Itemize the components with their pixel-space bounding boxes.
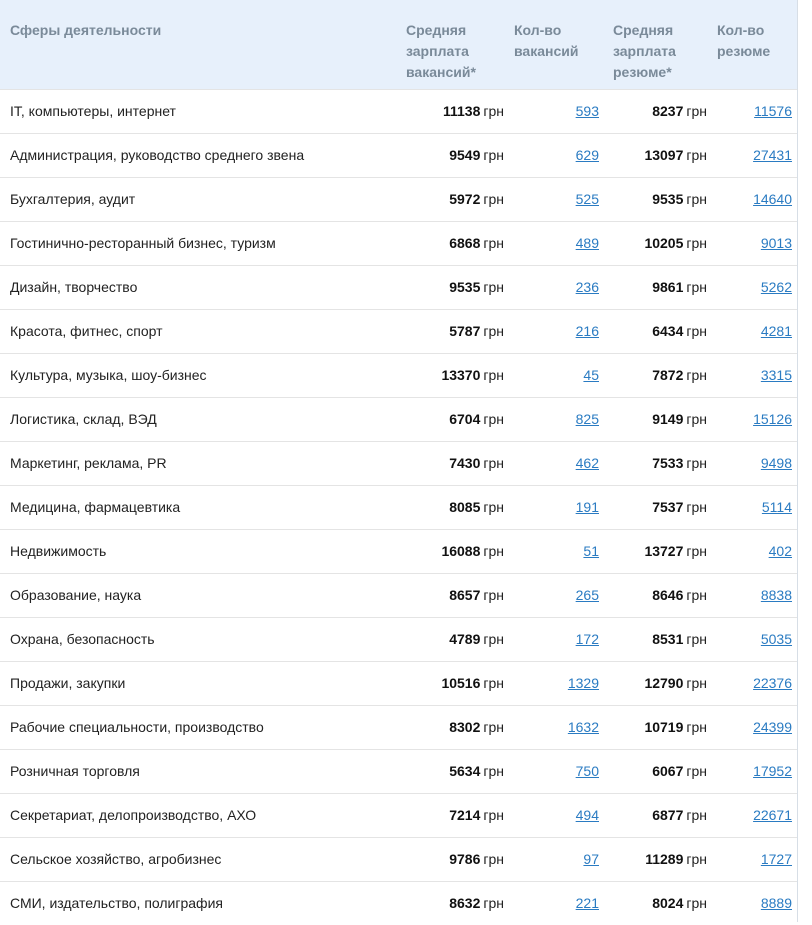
vacancy-count — [504, 221, 603, 265]
sphere-name: Охрана, безопасность — [10, 631, 155, 647]
sphere-name: IT, компьютеры, интернет — [10, 103, 176, 119]
avg-salary-resumes-value: 6067 — [652, 763, 684, 779]
sphere-name: Медицина, фармацевтика — [10, 499, 181, 515]
table-row — [0, 793, 798, 837]
currency-label: грн — [483, 631, 504, 647]
currency-label: грн — [483, 499, 504, 515]
vacancy-count-link[interactable]: 593 — [575, 103, 599, 119]
vacancy-count-link[interactable]: 45 — [583, 367, 599, 383]
resume-count — [707, 485, 798, 529]
resume-count — [707, 89, 798, 133]
sphere-name: Образование, наука — [10, 587, 142, 603]
resume-count-link[interactable]: 9013 — [760, 235, 792, 251]
vacancy-count — [504, 661, 603, 705]
sphere-name: Красота, фитнес, спорт — [10, 323, 163, 339]
table-row — [0, 837, 798, 881]
avg-salary-resumes — [603, 749, 707, 793]
table-row — [0, 177, 798, 221]
resume-count — [707, 749, 798, 793]
resume-count — [707, 397, 798, 441]
vacancy-count-link[interactable]: 221 — [575, 895, 599, 912]
resume-count — [707, 705, 798, 749]
currency-label: грн — [483, 367, 504, 383]
currency-label: грн — [686, 103, 707, 119]
currency-label: грн — [483, 279, 504, 295]
sphere-name: Секретариат, делопроизводство, АХО — [10, 807, 257, 823]
avg-salary-resumes — [603, 221, 707, 265]
vacancy-count-link[interactable]: 462 — [575, 455, 599, 471]
sphere-name: Сельское хозяйство, агробизнес — [10, 851, 222, 867]
vacancy-count-link[interactable]: 97 — [583, 851, 599, 867]
avg-salary-resumes — [603, 89, 707, 133]
resume-count-link[interactable]: 22671 — [753, 807, 792, 823]
sphere-name: Рабочие специальности, производство — [10, 719, 264, 735]
resume-count-link[interactable]: 5262 — [760, 279, 792, 295]
resume-count-link[interactable]: 27431 — [753, 147, 792, 163]
avg-salary-vacancies-value: 5972 — [449, 191, 481, 207]
avg-salary-resumes — [603, 793, 707, 837]
avg-salary-resumes — [603, 265, 707, 309]
currency-label: грн — [686, 323, 707, 339]
resume-count-link[interactable]: 4281 — [760, 323, 792, 339]
avg-salary-vacancies-value: 8085 — [449, 499, 481, 515]
table-row — [0, 529, 798, 573]
avg-salary-resumes — [603, 353, 707, 397]
vacancy-count-link[interactable]: 172 — [575, 631, 599, 647]
avg-salary-vacancies-value: 4789 — [449, 631, 481, 647]
resume-count — [707, 881, 798, 925]
vacancy-count — [504, 881, 603, 925]
avg-salary-resumes-value: 9861 — [652, 279, 684, 295]
resume-count-link[interactable]: 22376 — [753, 675, 792, 691]
avg-salary-resumes — [603, 397, 707, 441]
avg-salary-vacancies-value: 13370 — [441, 367, 481, 383]
avg-salary-vacancies — [406, 265, 504, 309]
vacancy-count-link[interactable]: 1632 — [567, 719, 599, 735]
avg-salary-vacancies — [406, 177, 504, 221]
avg-salary-resumes-value: 7872 — [652, 367, 684, 383]
currency-label: грн — [686, 367, 707, 383]
currency-label: грн — [483, 455, 504, 471]
vacancy-count — [504, 837, 603, 881]
resume-count — [707, 617, 798, 661]
avg-salary-resumes-value: 8237 — [652, 103, 684, 119]
currency-label: грн — [483, 411, 504, 427]
avg-salary-resumes-value: 7533 — [652, 455, 684, 471]
currency-label: грн — [686, 499, 707, 515]
vacancy-count — [504, 485, 603, 529]
avg-salary-vacancies — [406, 485, 504, 529]
avg-salary-vacancies — [406, 221, 504, 265]
avg-salary-vacancies-value: 10516 — [441, 675, 481, 691]
resume-count — [707, 221, 798, 265]
avg-salary-resumes-value: 13097 — [644, 147, 684, 163]
currency-label: грн — [686, 763, 707, 779]
table-row — [0, 705, 798, 749]
avg-salary-resumes — [603, 529, 707, 573]
vacancy-count-link[interactable]: 51 — [583, 543, 599, 559]
avg-salary-vacancies-value: 6704 — [449, 411, 481, 427]
resume-count — [707, 573, 798, 617]
resume-count — [707, 309, 798, 353]
avg-salary-vacancies-value: 6868 — [449, 235, 481, 251]
table-row — [0, 133, 798, 177]
vacancy-count-link[interactable]: 525 — [575, 191, 599, 207]
vacancy-count — [504, 749, 603, 793]
avg-salary-resumes-value: 10205 — [644, 235, 684, 251]
vacancy-count — [504, 265, 603, 309]
avg-salary-vacancies-value: 9535 — [449, 279, 481, 295]
vacancy-count — [504, 353, 603, 397]
avg-salary-resumes-value: 8646 — [652, 587, 684, 603]
avg-salary-resumes-value: 6434 — [652, 323, 684, 339]
resume-count-link[interactable]: 5114 — [761, 499, 792, 515]
avg-salary-vacancies-value: 9786 — [449, 851, 481, 867]
vacancy-count-link[interactable]: 1329 — [567, 675, 599, 691]
vacancy-count — [504, 793, 603, 837]
currency-label: грн — [686, 587, 707, 603]
currency-label: грн — [686, 279, 707, 295]
avg-salary-vacancies — [406, 133, 504, 177]
table-row — [0, 485, 798, 529]
avg-salary-vacancies-value: 11138 — [442, 103, 481, 119]
header-sphere: Сферы деятельности — [10, 22, 162, 38]
table-row — [0, 441, 798, 485]
currency-label: грн — [483, 587, 504, 603]
currency-label: грн — [483, 763, 504, 779]
currency-label: грн — [686, 851, 707, 867]
currency-label: грн — [686, 807, 707, 823]
currency-label: грн — [483, 851, 504, 867]
currency-label: грн — [686, 895, 707, 912]
resume-count — [707, 265, 798, 309]
header-avg-salary-resumes: Средняя зарплата резюме* — [613, 22, 676, 80]
vacancy-count-link[interactable]: 629 — [575, 147, 599, 163]
avg-salary-vacancies — [406, 705, 504, 749]
resume-count — [707, 133, 798, 177]
header-row — [0, 0, 798, 89]
avg-salary-resumes — [603, 617, 707, 661]
avg-salary-resumes-value: 9149 — [652, 411, 684, 427]
avg-salary-vacancies — [406, 309, 504, 353]
avg-salary-vacancies — [406, 749, 504, 793]
vacancy-count-link[interactable]: 216 — [575, 323, 599, 339]
avg-salary-resumes-value: 10719 — [644, 719, 684, 735]
resume-count-link[interactable]: 8889 — [760, 895, 792, 912]
resume-count-link[interactable]: 1727 — [760, 851, 792, 867]
avg-salary-resumes — [603, 133, 707, 177]
vacancy-count-link[interactable]: 236 — [575, 279, 599, 295]
table-row — [0, 573, 798, 617]
currency-label: грн — [483, 103, 504, 119]
avg-salary-resumes-value: 12790 — [644, 675, 684, 691]
table-row — [0, 661, 798, 705]
sphere-name: Логистика, склад, ВЭД — [10, 411, 157, 427]
sphere-name: Дизайн, творчество — [10, 279, 138, 295]
avg-salary-vacancies-value: 5787 — [449, 323, 481, 339]
vacancy-count — [504, 529, 603, 573]
avg-salary-resumes — [603, 661, 707, 705]
resume-count — [707, 837, 798, 881]
table-right-border — [797, 0, 798, 922]
avg-salary-vacancies — [406, 793, 504, 837]
avg-salary-resumes — [603, 881, 707, 925]
vacancy-count-link[interactable]: 494 — [575, 807, 599, 823]
sphere-name: Недвижимость — [10, 543, 107, 559]
header-vacancy-count: Кол-во вакансий — [514, 22, 579, 59]
avg-salary-resumes — [603, 573, 707, 617]
avg-salary-resumes-value: 13727 — [644, 543, 684, 559]
currency-label: грн — [686, 191, 707, 207]
avg-salary-vacancies — [406, 441, 504, 485]
resume-count — [707, 177, 798, 221]
table-row — [0, 617, 798, 661]
currency-label: грн — [686, 147, 707, 163]
currency-label: грн — [686, 631, 707, 647]
currency-label: грн — [483, 235, 504, 251]
sphere-name: Администрация, руководство среднего звена — [10, 147, 305, 163]
currency-label: грн — [686, 455, 707, 471]
avg-salary-vacancies — [406, 89, 504, 133]
avg-salary-vacancies-value: 7430 — [449, 455, 481, 471]
avg-salary-resumes-value: 11289 — [645, 851, 684, 867]
sphere-name: Продажи, закупки — [10, 675, 126, 691]
avg-salary-vacancies — [406, 353, 504, 397]
avg-salary-resumes-value: 7537 — [652, 499, 684, 515]
vacancy-count — [504, 309, 603, 353]
table-row — [0, 89, 798, 133]
avg-salary-resumes — [603, 705, 707, 749]
table-row — [0, 749, 798, 793]
sphere-name: Гостинично-ресторанный бизнес, туризм — [10, 235, 276, 251]
table-row — [0, 353, 798, 397]
currency-label: грн — [483, 543, 504, 559]
resume-count — [707, 793, 798, 837]
sphere-name: Культура, музыка, шоу-бизнес — [10, 367, 207, 383]
header-resume-count: Кол-во резюме — [717, 22, 771, 59]
vacancy-count — [504, 177, 603, 221]
header-avg-salary-vacancies: Средняя зарплата вакансий* — [406, 22, 476, 80]
avg-salary-resumes — [603, 441, 707, 485]
avg-salary-vacancies-value: 9549 — [449, 147, 481, 163]
avg-salary-resumes-value: 6877 — [652, 807, 684, 823]
avg-salary-vacancies-value: 8302 — [449, 719, 481, 735]
avg-salary-vacancies-value: 8657 — [449, 587, 481, 603]
currency-label: грн — [483, 895, 504, 912]
currency-label: грн — [483, 191, 504, 207]
vacancy-count — [504, 397, 603, 441]
avg-salary-resumes — [603, 177, 707, 221]
vacancy-count — [504, 133, 603, 177]
table-row — [0, 265, 798, 309]
resume-count-link[interactable]: 5035 — [760, 631, 792, 647]
resume-count-link[interactable]: 11576 — [754, 103, 792, 119]
avg-salary-vacancies-value: 5634 — [449, 763, 481, 779]
sphere-name: Розничная торговля — [10, 763, 140, 779]
resume-count — [707, 661, 798, 705]
avg-salary-vacancies-value: 8632 — [449, 895, 481, 912]
vacancy-count-link[interactable]: 265 — [575, 587, 599, 603]
currency-label: грн — [483, 147, 504, 163]
currency-label: грн — [483, 675, 504, 691]
resume-count-link[interactable]: 14640 — [753, 191, 792, 207]
avg-salary-vacancies — [406, 881, 504, 925]
vacancy-count — [504, 705, 603, 749]
vacancy-count-link[interactable]: 750 — [575, 763, 599, 779]
avg-salary-vacancies — [406, 617, 504, 661]
resume-count-link[interactable]: 3315 — [760, 367, 792, 383]
resume-count — [707, 529, 798, 573]
vacancy-count-link[interactable]: 825 — [575, 411, 599, 427]
avg-salary-vacancies-value: 16088 — [441, 543, 481, 559]
currency-label: грн — [686, 719, 707, 735]
vacancy-count — [504, 441, 603, 485]
sphere-name: Бухгалтерия, аудит — [10, 191, 136, 207]
currency-label: грн — [483, 807, 504, 823]
currency-label: грн — [483, 323, 504, 339]
table-body — [0, 89, 798, 925]
avg-salary-resumes — [603, 485, 707, 529]
currency-label: грн — [686, 675, 707, 691]
resume-count-link[interactable]: 24399 — [753, 719, 792, 735]
vacancy-count-link[interactable]: 489 — [575, 235, 599, 251]
avg-salary-resumes — [603, 309, 707, 353]
resume-count-link[interactable]: 8838 — [760, 587, 792, 603]
sphere-name: Маркетинг, реклама, PR — [10, 455, 167, 471]
avg-salary-vacancies — [406, 837, 504, 881]
avg-salary-resumes-value: 8531 — [652, 631, 684, 647]
table-row — [0, 309, 798, 353]
table-row — [0, 397, 798, 441]
avg-salary-resumes — [603, 837, 707, 881]
currency-label: грн — [686, 411, 707, 427]
resume-count-link[interactable]: 17952 — [753, 763, 792, 779]
avg-salary-vacancies — [406, 573, 504, 617]
vacancy-count-link[interactable]: 191 — [575, 499, 599, 515]
vacancy-count — [504, 573, 603, 617]
avg-salary-vacancies — [406, 661, 504, 705]
avg-salary-resumes-value: 8024 — [652, 895, 684, 912]
currency-label: грн — [686, 235, 707, 251]
resume-count-link[interactable]: 9498 — [760, 455, 792, 471]
avg-salary-vacancies — [406, 397, 504, 441]
vacancy-count — [504, 617, 603, 661]
currency-label: грн — [483, 719, 504, 735]
avg-salary-resumes-value: 9535 — [652, 191, 684, 207]
avg-salary-vacancies-value: 7214 — [449, 807, 481, 823]
resume-count-link[interactable]: 15126 — [753, 411, 792, 427]
table-header — [0, 0, 798, 89]
resume-count — [707, 441, 798, 485]
table-row — [0, 881, 798, 925]
resume-count — [707, 353, 798, 397]
currency-label: грн — [686, 543, 707, 559]
table-row — [0, 221, 798, 265]
resume-count-link[interactable]: 402 — [768, 543, 792, 559]
sphere-name: СМИ, издательство, полиграфия — [10, 895, 223, 912]
vacancy-count — [504, 89, 603, 133]
avg-salary-vacancies — [406, 529, 504, 573]
